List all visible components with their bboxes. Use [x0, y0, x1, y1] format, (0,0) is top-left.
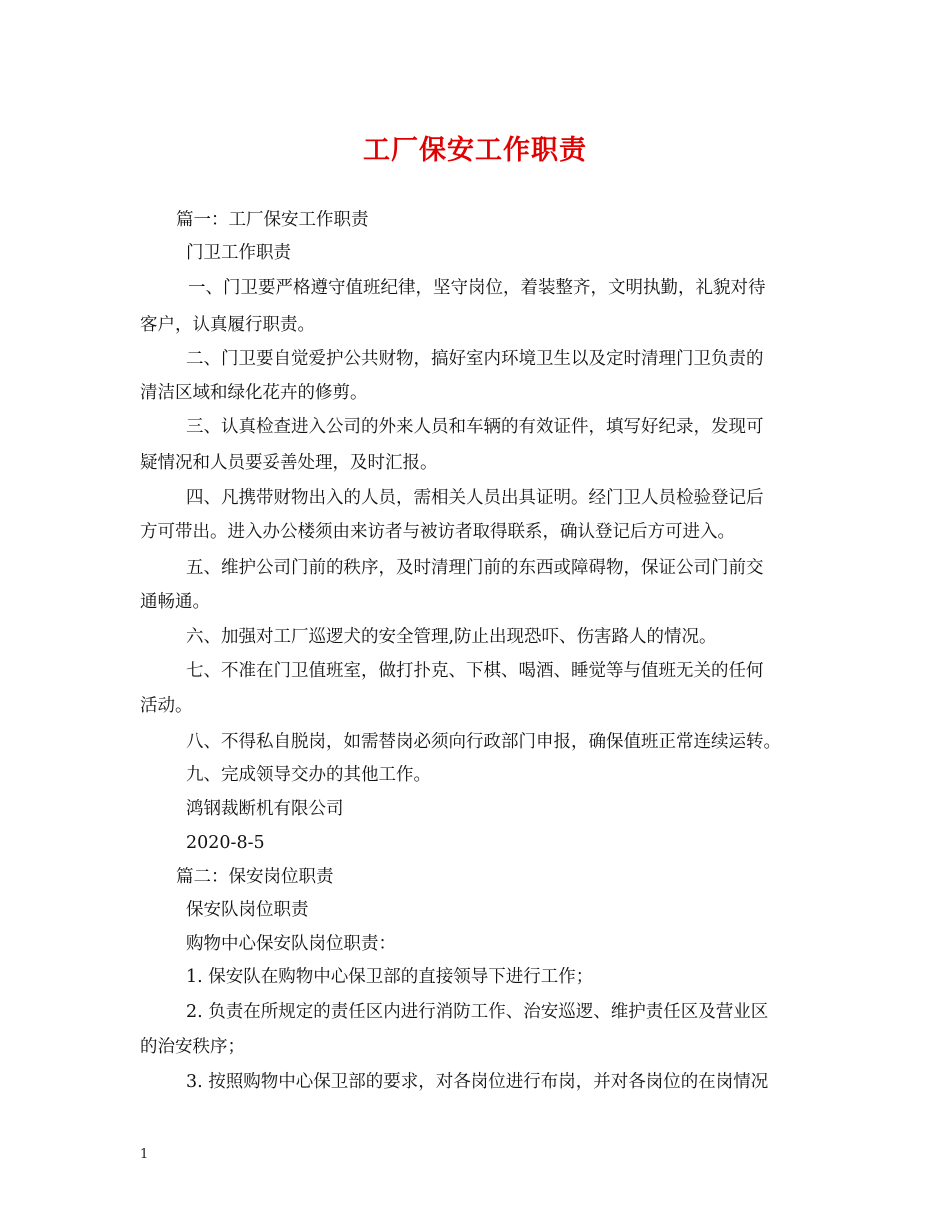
section2-heading: 篇二：保安岗位职责: [176, 867, 334, 887]
section2-item-2-line-2: 的治安秩序；: [140, 1037, 245, 1057]
section1-item-5-line-2: 通畅通。: [140, 592, 210, 612]
section2-item-3-line-1: 3. 按照购物中心保卫部的要求，对各岗位进行布岗，并对各岗位的在岗情况: [186, 1072, 769, 1092]
section1-item-7-line-2: 活动。: [140, 696, 193, 716]
section1-item-1-line-2: 客户，认真履行职责。: [140, 315, 315, 335]
section1-heading: 篇一：工厂保安工作职责: [176, 210, 369, 230]
section1-item-2-line-2: 清洁区域和绿化花卉的修剪。: [140, 383, 368, 403]
company-name: 鸿钢裁断机有限公司: [186, 799, 344, 819]
section1-subheading: 门卫工作职责: [186, 243, 291, 263]
section2-item-2-line-1: 2. 负责在所规定的责任区内进行消防工作、治安巡逻、维护责任区及营业区: [186, 1002, 769, 1022]
section1-item-3-line-1: 三、认真检查进入公司的外来人员和车辆的有效证件，填写好纪录，发现可: [186, 417, 764, 437]
section1-item-3-line-2: 疑情况和人员要妥善处理，及时汇报。: [140, 453, 438, 473]
section2-subheading: 保安队岗位职责: [186, 900, 309, 920]
section1-item-2-line-1: 二、门卫要自觉爱护公共财物，搞好室内环境卫生以及定时清理门卫负责的: [186, 349, 764, 369]
section1-item-1-line-1: 一、门卫要严格遵守值班纪律，坚守岗位，着装整齐，文明执勤，礼貌对待: [188, 278, 766, 298]
section2-item-1: 1. 保安队在购物中心保卫部的直接领导下进行工作；: [186, 967, 594, 987]
document-date: 2020-8-5: [186, 833, 265, 853]
section1-item-9: 九、完成领导交办的其他工作。: [186, 765, 431, 785]
section1-item-7-line-1: 七、不准在门卫值班室，做打扑克、下棋、喝酒、睡觉等与值班无关的任何: [186, 661, 764, 681]
page-number: 1: [140, 1147, 149, 1162]
section2-intro: 购物中心保安队岗位职责：: [186, 934, 396, 954]
section1-item-4-line-2: 方可带出。进入办公楼须由来访者与被访者取得联系，确认登记后方可进入。: [140, 522, 735, 542]
section1-item-6: 六、加强对工厂巡逻犬的安全管理,防止出现恐吓、伤害路人的情况。: [186, 627, 717, 647]
section1-item-5-line-1: 五、维护公司门前的秩序，及时清理门前的东西或障碍物，保证公司门前交: [186, 558, 764, 578]
section1-item-4-line-1: 四、凡携带财物出入的人员，需相关人员出具证明。经门卫人员检验登记后: [186, 488, 764, 508]
document-title: 工厂保安工作职责: [363, 135, 587, 166]
section1-item-8: 八、不得私自脱岗，如需替岗必须向行政部门申报，确保值班正常连续运转。: [186, 732, 781, 752]
